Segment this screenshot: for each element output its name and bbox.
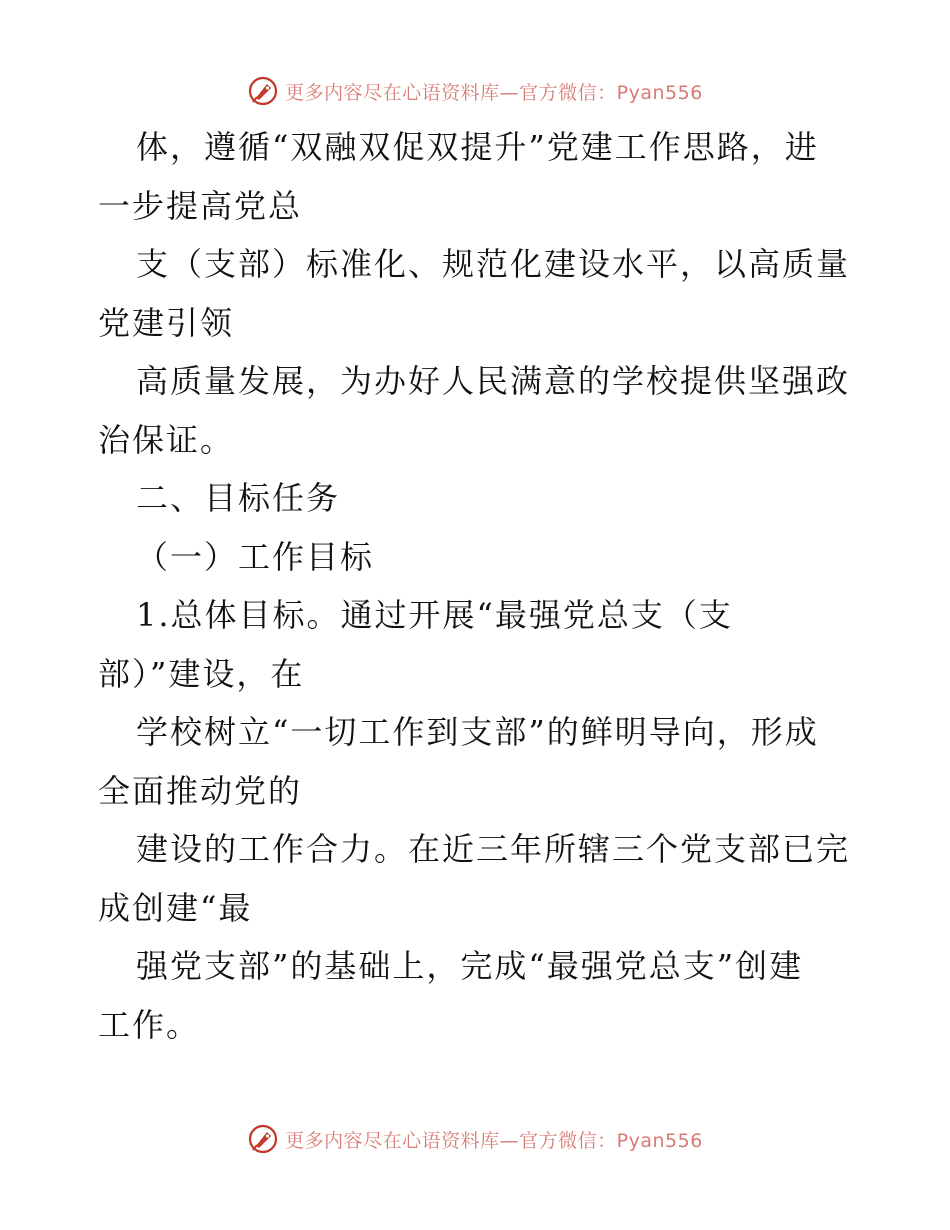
header-banner xyxy=(0,71,950,111)
text-line: 部）”建设，在 xyxy=(98,654,305,693)
text-line: 学校树立“一切工作到支部”的鲜明导向，形成 xyxy=(136,713,819,751)
text-line: 工作。 xyxy=(98,1005,201,1044)
text-line: 支（支部）标准化、规范化建设水平，以高质量 xyxy=(136,245,851,283)
pen-nib-logo-icon xyxy=(247,1123,279,1155)
text-line: 高质量发展，为办好人民满意的学校提供坚强政 xyxy=(136,362,851,400)
footer-banner xyxy=(0,1119,950,1159)
text-line: 1.总体目标。通过开展“最强党总支（支 xyxy=(136,596,733,634)
text-line: 体，遵循“双融双促双提升”党建工作思路，进 xyxy=(136,128,819,166)
text-line: 党建引领 xyxy=(98,303,235,342)
section-heading: 二、目标任务 xyxy=(136,479,341,517)
text-line: 成创建“最 xyxy=(98,888,253,927)
text-line: 治保证。 xyxy=(98,420,235,459)
text-line: 建设的工作合力。在近三年所辖三个党支部已完 xyxy=(136,830,851,868)
text-line: 一步提高党总 xyxy=(98,186,303,225)
header-banner-text: 更多内容尽在心语资料库—官方微信：Pyan556 xyxy=(285,81,703,104)
subsection-heading: （一）工作目标 xyxy=(136,537,375,576)
text-line: 强党支部”的基础上，完成“最强党总支”创建 xyxy=(136,947,804,985)
footer-banner-text: 更多内容尽在心语资料库—官方微信：Pyan556 xyxy=(285,1129,703,1152)
pen-nib-logo-icon xyxy=(247,75,279,107)
document-body xyxy=(98,118,858,1054)
text-line: 全面推动党的 xyxy=(98,771,303,810)
